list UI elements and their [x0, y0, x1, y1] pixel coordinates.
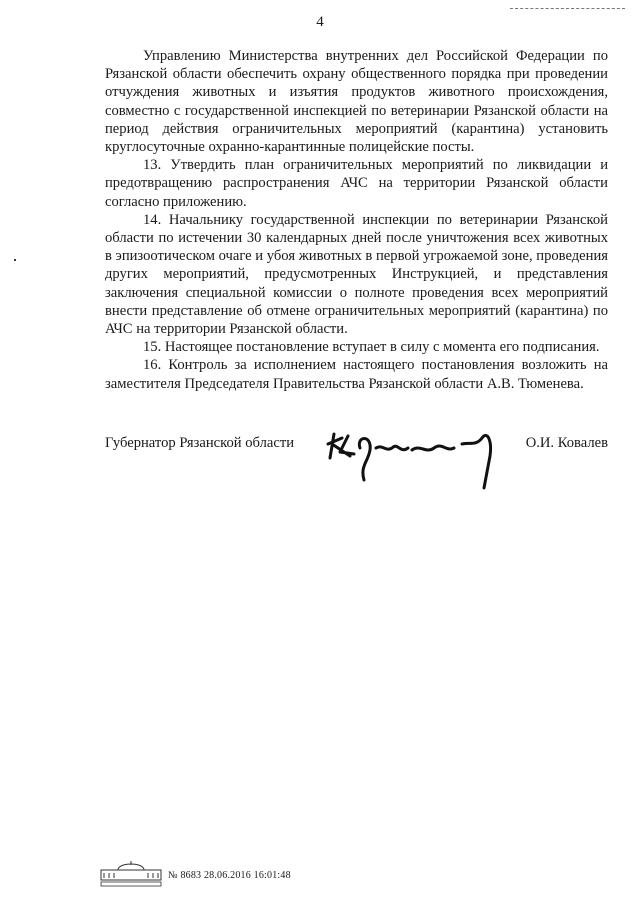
- registry-stamp-text: № 8683 28.06.2016 16:01:48: [168, 870, 291, 881]
- page-number: 4: [316, 14, 324, 30]
- paragraph: 15. Настоящее постановление вступает в силу с момента его подписания.: [143, 339, 600, 356]
- paragraph: Управлению Министерства внутренних дел Российской Федерации по Рязанской области обеспечить охрану общественного порядка при проведении отчуждения животных и изъятия продуктов животного происхождения, совместно с государственной инспекцией по ветеринарии Рязанской области на период действия ограничительных мероприятий (карантина) установить круглосуточные охранно-карантинные полицейские посты.: [105, 48, 608, 156]
- paragraph: 14. Начальнику государственной инспекции по ветеринарии Рязанской области по истечении 30 календарных дней после уничтожения всех животных в эпизоотическом очаге и убоя животных в первой угрожаемой зоне, проведения других мероприятий, предусмотренных Инструкцией, и представления заключения специальной комиссии о полноте проведения всех мероприятий внести представление об отмене ограничительных мероприятий (карантина) по АЧС на территории Рязанской области.: [105, 211, 608, 338]
- scan-artifact: [510, 8, 625, 11]
- handwritten-signature: [320, 422, 505, 492]
- document-footer: [100, 860, 360, 890]
- registry-stamp-icon: [100, 860, 162, 888]
- document-body: [105, 47, 608, 393]
- paragraph: 13. Утвердить план ограничительных мероприятий по ликвидации и предотвращению распространения АЧС на территории Рязанской области согласно приложению.: [105, 157, 608, 210]
- signatory-title: Губернатор Рязанской области: [105, 435, 295, 451]
- scan-speck: [14, 259, 16, 261]
- paragraph: 16. Контроль за исполнением настоящего постановления возложить на заместителя Председателя Правительства Рязанской области А.В. Тюменева.: [105, 357, 608, 392]
- signatory-name: О.И. Ковалев: [525, 435, 608, 451]
